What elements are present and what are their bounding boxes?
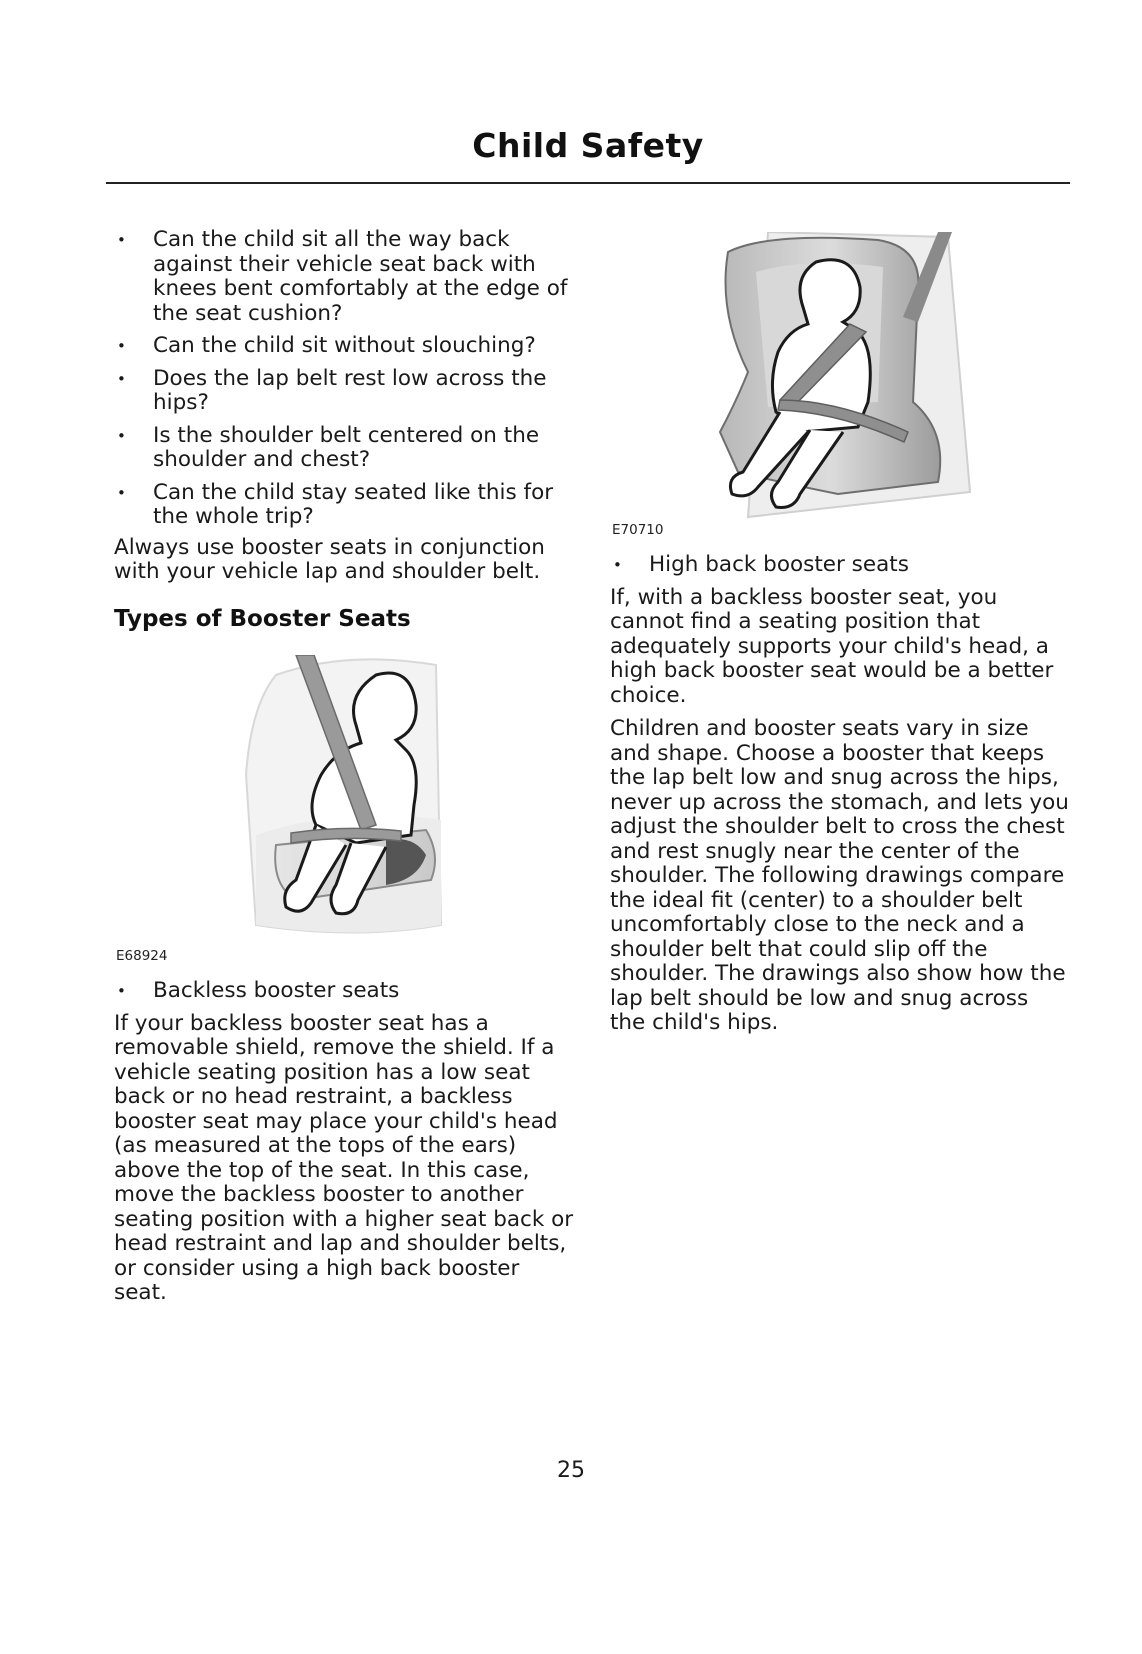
figure-code-right: E70710 [612, 522, 664, 538]
high-back-booster-illustration [708, 232, 976, 522]
checklist-item: • Does the lap belt rest low across the hips? [114, 367, 576, 416]
left-column [114, 228, 576, 594]
high-back-paragraph-2: Children and booster seats vary in size and shape. Choose a booster that keeps the lap belt low and snug across the hips, never up across the stomach, and lets you adjust the shoulder belt to cross the chest and rest snugly near the center of the shoulder. The following drawings compare the ideal fit (center) to a shoulder belt uncomfortably close to the neck and a shoulder belt that could slip off the shoulder. The drawings also show how the lap belt should be low and snug across the child's hips. [610, 716, 1069, 1035]
section-heading: Types of Booster Seats [114, 606, 411, 632]
checklist-item: • Can the child stay seated like this for the whole trip? [114, 481, 576, 530]
backless-paragraph: If your backless booster seat has a removable shield, remove the shield. If a vehicle seating position has a low seat back or no head restraint, a backless booster seat may place your child's head (as measured at the tops of the ears) above the top of the seat. In this case, move the backless booster to another seating position with a higher seat back or head restraint and lap and shoulder belts, or consider using a high back booster seat. [114, 1010, 574, 1305]
high-back-paragraph-1: If, with a backless booster seat, you cannot find a seating position that adequately supports your child's head, a high back booster seat would be a better choice. [610, 584, 1054, 708]
checklist-item: • Can the child sit all the way back against their vehicle seat back with knees bent comfortably at the edge of the seat cushion? [114, 228, 576, 326]
figure-code-left: E68924 [116, 948, 168, 964]
checklist-item: • Can the child sit without slouching? [114, 334, 576, 359]
left-lower-column [114, 979, 576, 1315]
fit-checklist [114, 228, 576, 530]
figure-caption-bullet: • High back booster seats [610, 553, 1070, 578]
figure-bullet-list-right [610, 553, 1070, 578]
right-column [610, 553, 1070, 1045]
checklist-item: • Is the shoulder belt centered on the shoulder and chest? [114, 424, 576, 473]
intro-paragraph: Always use booster seats in conjunction with your vehicle lap and shoulder belt. [114, 534, 545, 584]
title-rule [106, 182, 1070, 184]
page-number: 25 [557, 1458, 585, 1483]
page-title: Child Safety [472, 126, 704, 165]
figure-caption-bullet: • Backless booster seats [114, 979, 576, 1004]
backless-booster-illustration [236, 655, 462, 937]
figure-bullet-list-left [114, 979, 576, 1004]
